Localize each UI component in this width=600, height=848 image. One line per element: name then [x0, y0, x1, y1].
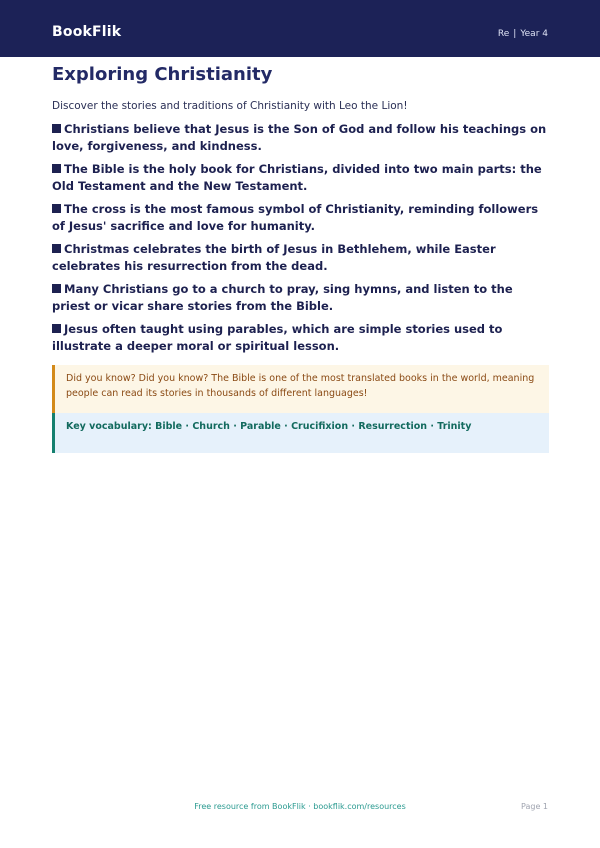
brand-logo[interactable]: BookFlik [52, 24, 122, 40]
header-meta [498, 29, 548, 39]
page-header [0, 0, 600, 57]
key-points-list [52, 121, 552, 361]
footer-resource-link[interactable]: Free resource from BookFlik · bookflik.com/resources [194, 802, 406, 811]
square-bullet-icon [52, 124, 61, 133]
point-text: Christmas celebrates the birth of Jesus in Bethlehem, while Easter celebrates his resurrection from the dead. [52, 242, 496, 273]
list-item [52, 281, 552, 315]
page-title: Exploring Christianity [52, 64, 273, 85]
list-item [52, 121, 552, 155]
list-item [52, 241, 552, 275]
list-item [52, 161, 552, 195]
square-bullet-icon [52, 244, 61, 253]
did-you-know-callout: Did you know? Did you know? The Bible is one of the most translated books in the world, meaning people can read its stories in thousands of different languages! [52, 365, 549, 413]
point-text: Many Christians go to a church to pray, sing hymns, and listen to the priest or vicar share stories from the Bible. [52, 282, 513, 313]
year-label: Year 4 [520, 29, 548, 39]
square-bullet-icon [52, 164, 61, 173]
square-bullet-icon [52, 284, 61, 293]
list-item [52, 321, 552, 355]
point-text: Jesus often taught using parables, which are simple stories used to illustrate a deeper moral or spiritual lesson. [52, 322, 503, 353]
list-item [52, 201, 552, 235]
point-text: The cross is the most famous symbol of Christianity, reminding followers of Jesus' sacrifice and love for humanity. [52, 202, 539, 233]
point-text: Christians believe that Jesus is the Son of God and follow his teachings on love, forgiveness, and kindness. [52, 122, 547, 153]
point-text: The Bible is the holy book for Christians, divided into two main parts: the Old Testament and the New Testament. [52, 162, 542, 193]
subject-label: Re [497, 29, 510, 39]
intro-text: Discover the stories and traditions of Christianity with Leo the Lion! [52, 100, 408, 112]
key-vocabulary-callout: Key vocabulary: Bible · Church · Parable · Crucifixion · Resurrection · Trinity [52, 413, 549, 453]
square-bullet-icon [52, 204, 61, 213]
page-number: Page 1 [521, 802, 548, 811]
meta-divider: | [513, 29, 517, 39]
square-bullet-icon [52, 324, 61, 333]
